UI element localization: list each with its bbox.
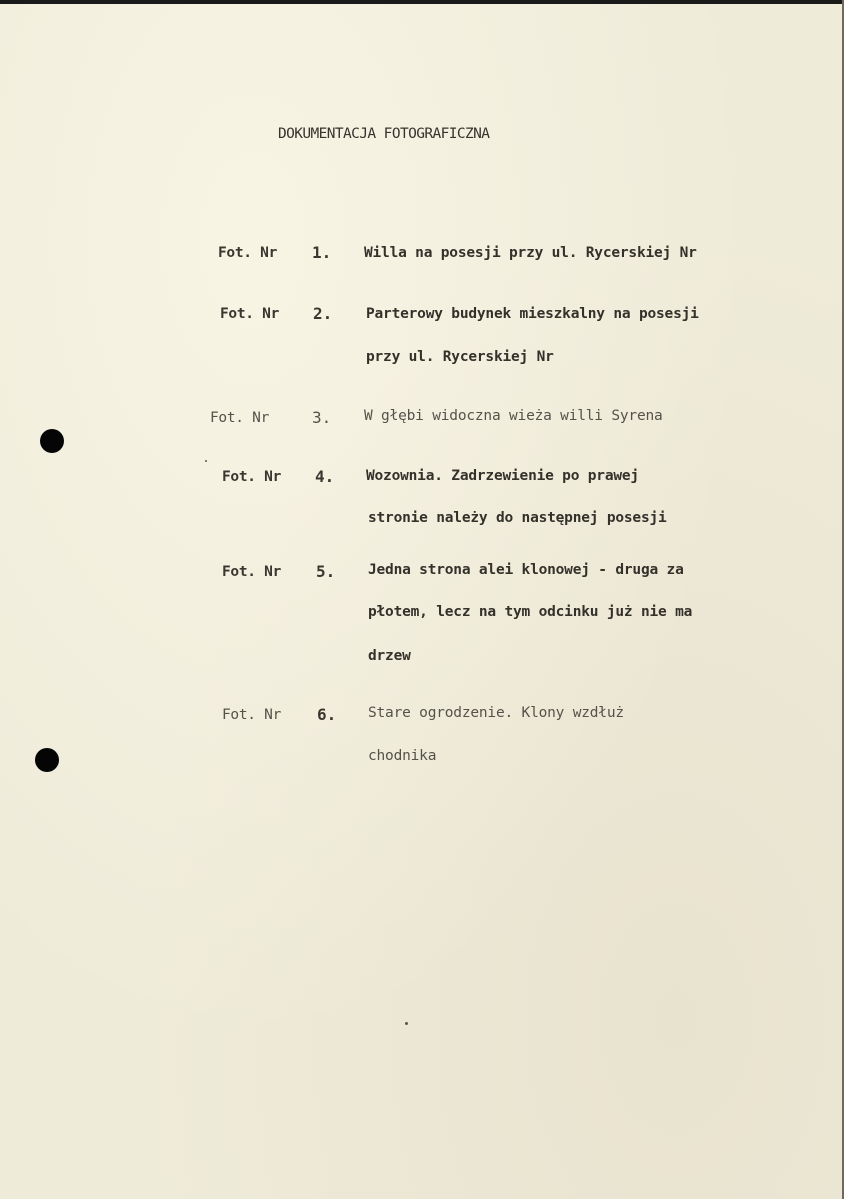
- entry-description-line: Willa na posesji przy ul. Rycerskiej Nr: [364, 245, 697, 261]
- entry-description-line: Wozownia. Zadrzewienie po prawej: [366, 468, 639, 484]
- entry-description-line: Stare ogrodzenie. Klony wzdłuż: [368, 705, 624, 721]
- entry-label: Fot. Nr: [218, 245, 278, 261]
- scan-top-edge: [0, 0, 844, 4]
- entry-description-line: stronie należy do następnej posesji: [368, 510, 667, 526]
- document-title: DOKUMENTACJA FOTOGRAFICZNA: [278, 126, 490, 142]
- entry-label: Fot. Nr: [220, 306, 280, 322]
- entry-number: 4.: [315, 467, 335, 486]
- entry-label: Fot. Nr: [222, 469, 282, 485]
- punch-hole-upper: [40, 429, 64, 453]
- entry-label: Fot. Nr: [222, 564, 282, 580]
- entry-description-line: Jedna strona alei klonowej - druga za: [368, 562, 684, 578]
- entry-number: 2.: [313, 304, 333, 323]
- entry-label: Fot. Nr: [210, 410, 270, 426]
- entry-number: 3.: [312, 408, 332, 427]
- entry-description-line: Parterowy budynek mieszkalny na posesji: [366, 306, 699, 322]
- paper-speck: [205, 460, 207, 462]
- entry-description-line: W głębi widoczna wieża willi Syrena: [364, 408, 663, 424]
- entry-description-line: drzew: [368, 648, 411, 664]
- entry-description-line: chodnika: [368, 748, 437, 764]
- entry-number: 5.: [316, 562, 336, 581]
- entry-number: 6.: [317, 705, 337, 724]
- punch-hole-lower: [35, 748, 59, 772]
- entry-description-line: płotem, lecz na tym odcinku już nie ma: [368, 604, 693, 620]
- entry-description-line: przy ul. Rycerskiej Nr: [366, 349, 554, 365]
- paper-speck: [405, 1022, 408, 1025]
- entry-label: Fot. Nr: [222, 707, 282, 723]
- entry-number: 1.: [312, 243, 332, 262]
